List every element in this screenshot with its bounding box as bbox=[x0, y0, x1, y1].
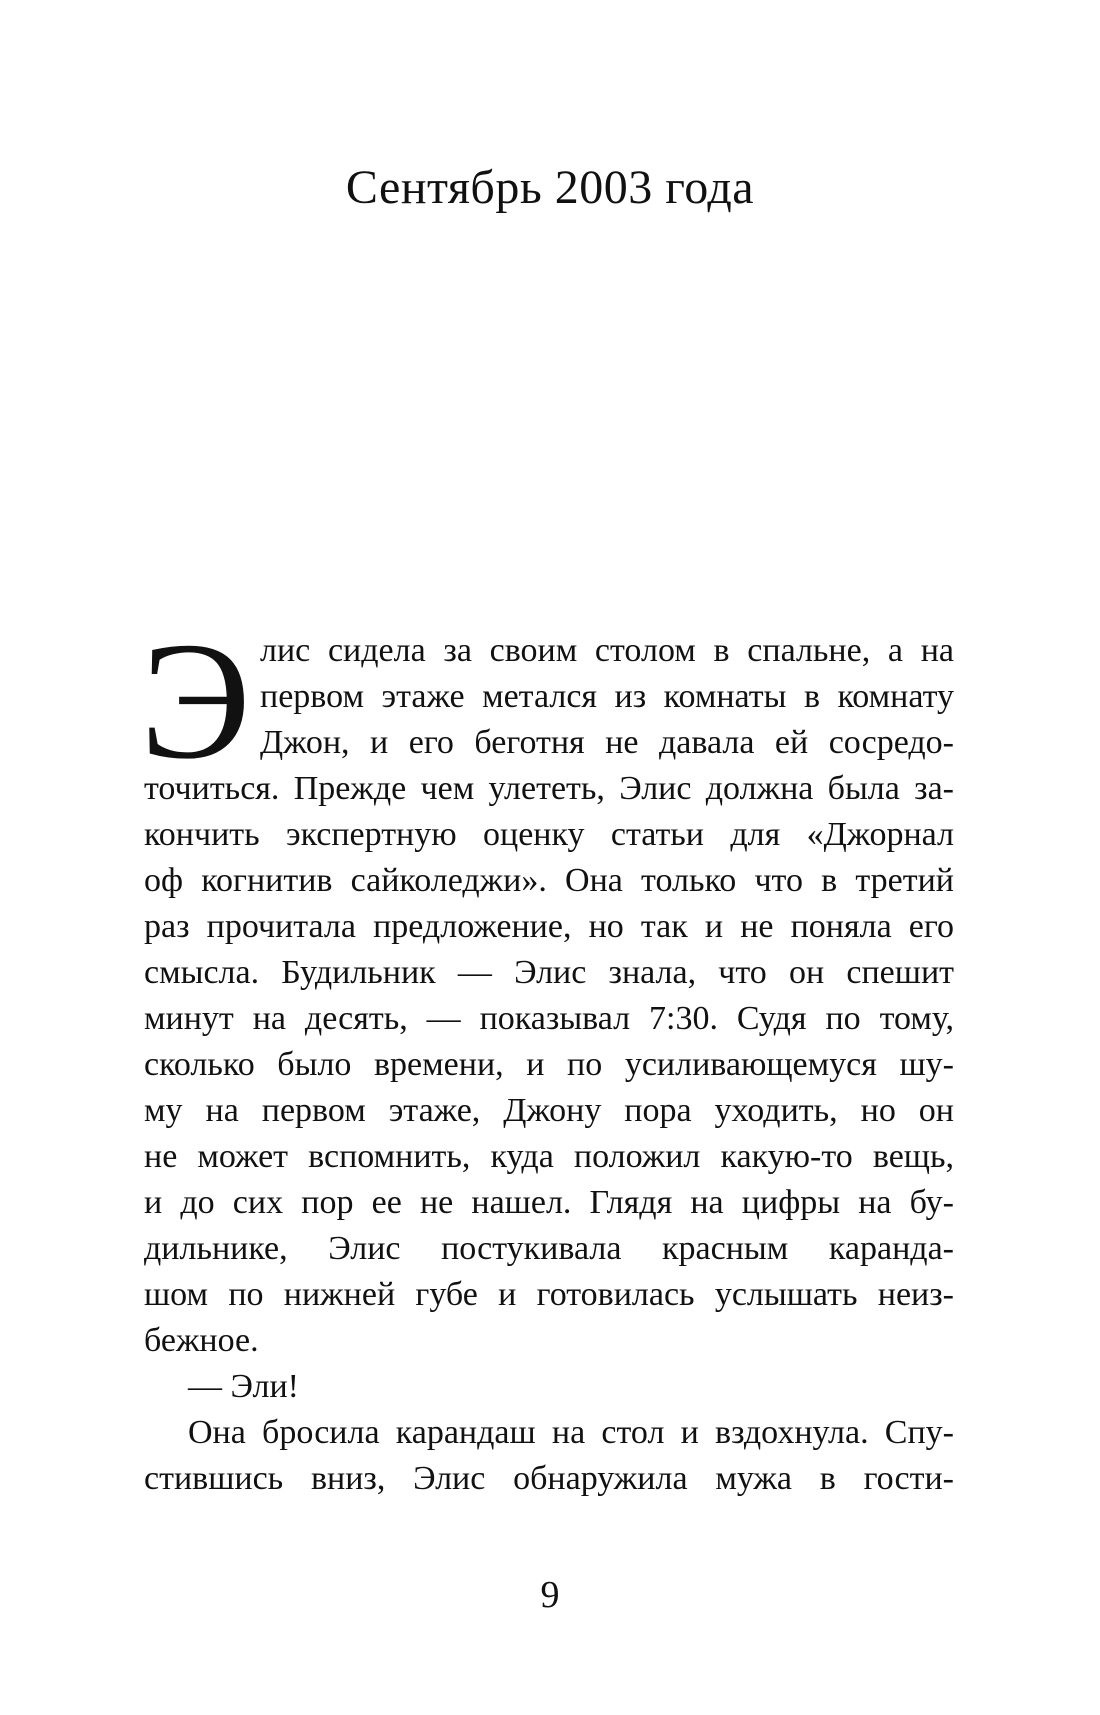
text-line: бежное. bbox=[144, 1322, 259, 1359]
text-line: Она бросила карандаш на стол и вздохнула. Спу- bbox=[188, 1414, 954, 1451]
text-line: первом этаже метался из комнаты в комнату bbox=[260, 678, 954, 715]
text-line: дильнике, Элис постукивала красным каранда- bbox=[144, 1230, 954, 1267]
text-line: не может вспомнить, куда положил какую-то вещь, bbox=[144, 1138, 954, 1175]
text-line: минут на десять, — показывал 7:30. Судя по тому, bbox=[144, 1000, 954, 1037]
text-line: кончить экспертную оценку статьи для «Джорнал bbox=[144, 816, 954, 853]
text-line: му на первом этаже, Джону пора уходить, но он bbox=[144, 1092, 954, 1129]
text-line: и до сих пор ее не нашел. Глядя на цифры на бу- bbox=[144, 1184, 954, 1221]
text-line: точиться. Прежде чем улететь, Элис должна была за- bbox=[144, 770, 954, 807]
text-line: Джон, и его беготня не давала ей сосредо- bbox=[260, 724, 954, 761]
text-line: оф когнитив сайколеджи». Она только что в третий bbox=[144, 862, 954, 899]
text-line: лис сидела за своим столом в спальне, а на bbox=[260, 632, 954, 669]
drop-cap: Э bbox=[140, 608, 251, 794]
text-line: стившись вниз, Элис обнаружила мужа в гости- bbox=[144, 1460, 954, 1497]
text-line: шом по нижней губе и готовилась услышать неиз- bbox=[144, 1276, 954, 1313]
text-line: сколько было времени, и по усиливающемуся шу- bbox=[144, 1046, 954, 1083]
text-line: раз прочитала предложение, но так и не поняла его bbox=[144, 908, 954, 945]
page-number: 9 bbox=[540, 1574, 560, 1616]
dialogue-line: — Эли! bbox=[188, 1368, 299, 1405]
text-line: смысла. Будильник — Элис знала, что он спешит bbox=[144, 954, 954, 991]
body-text bbox=[140, 608, 954, 1502]
chapter-title: Сентябрь 2003 года bbox=[345, 161, 755, 214]
